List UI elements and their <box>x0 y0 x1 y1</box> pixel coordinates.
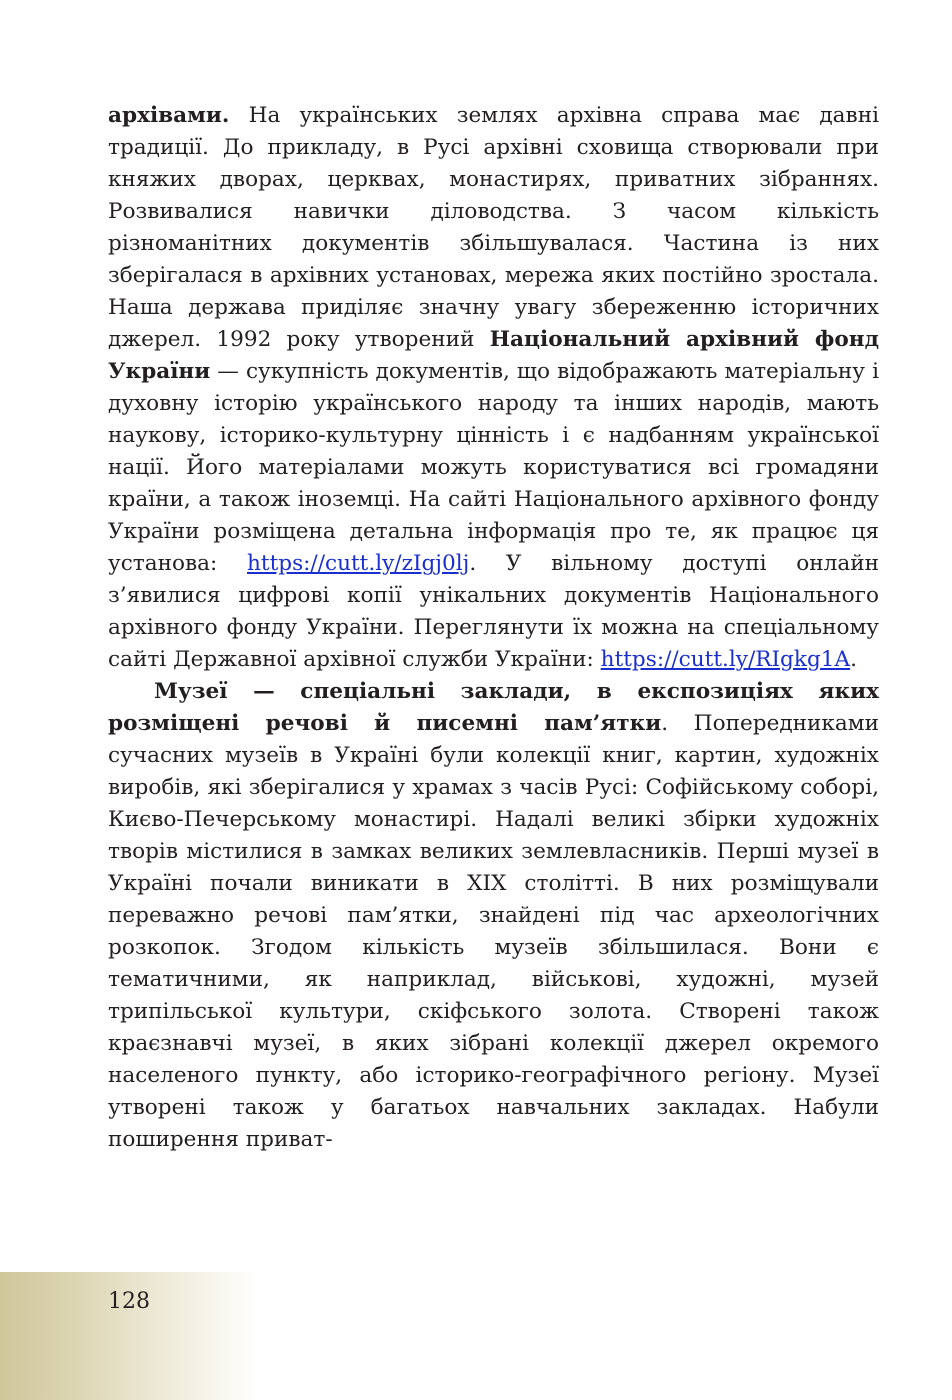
text-segment: . <box>850 647 857 672</box>
text-segment: — сукупність документів, що відображають матеріальну і духовну історію українського народу та інших народів, мають наукову, історико-культурну цінність і є надбанням української нації. Його матеріалами можуть користуватися всі громадяни країни, а також іноземці. На сайті Національного архівного фонду України розміщена детальна інформація про те, як працює ця установа: <box>108 359 879 576</box>
text-segment: На українських землях архівна справа має давні традиції. До прикладу, в Русі архівні сховища створювали при княжих дворах, церквах, монастирях, приватних зібраннях. Розвивалися навички діловодства. З часом кількість різноманітних документів збільшувалася. Частина із них зберігалася в архівних установах, мережа яких постійно зростала. Наша держава приділяє значну увагу збереженню історичних джерел. 1992 року утворений <box>108 103 879 352</box>
text-segment: . У вільному доступі онлайн з’явилися цифрові копії унікальних документів Національного архівного фонду України. Переглянути їх можна на спеціальному сайті Державної архівної служби України: <box>108 551 879 672</box>
definition-museums: Музеї — спеціальні заклади, в експозиціях яких розміщені речові й писемні пам’ятки <box>108 679 879 736</box>
term-archives: архівами. <box>108 103 230 128</box>
link-archival-fund-site[interactable]: https://cutt.ly/zIgj0lj <box>246 551 470 576</box>
text-segment: . Попередниками сучасних музеїв в Україні були колекції книг, картин, художніх виробів, які зберігалися у храмах з часів Русі: Софійському соборі, Києво-Печерському монастирі. Надалі великі збірки художніх творів містилися в замках великих землевласників. Перші музеї в Україні почали виникати в XIX столітті. В них розміщували переважно речові пам’ятки, знайдені під час археологічних розкопок. Згодом кількість музеїв збільшилася. Вони є тематичними, як наприклад, військові, художні, музей трипільської культури, скіфського золота. Створені також краєзнавчі музеї, в яких зібрані колекції джерел окремого населеного пункту, або історико-географічного регіону. Музеї утворені також у багатьох навчальних закладах. Набули поширення приват- <box>108 711 879 1152</box>
paragraph-museums <box>108 676 879 1156</box>
term-national-archival-fund: Національний архівний фонд України <box>108 327 879 384</box>
paragraph-archives <box>108 100 879 676</box>
page-body <box>108 100 879 1156</box>
link-archival-service-site[interactable]: https://cutt.ly/RIgkg1A <box>600 647 851 672</box>
page-number: 128 <box>108 1289 150 1314</box>
